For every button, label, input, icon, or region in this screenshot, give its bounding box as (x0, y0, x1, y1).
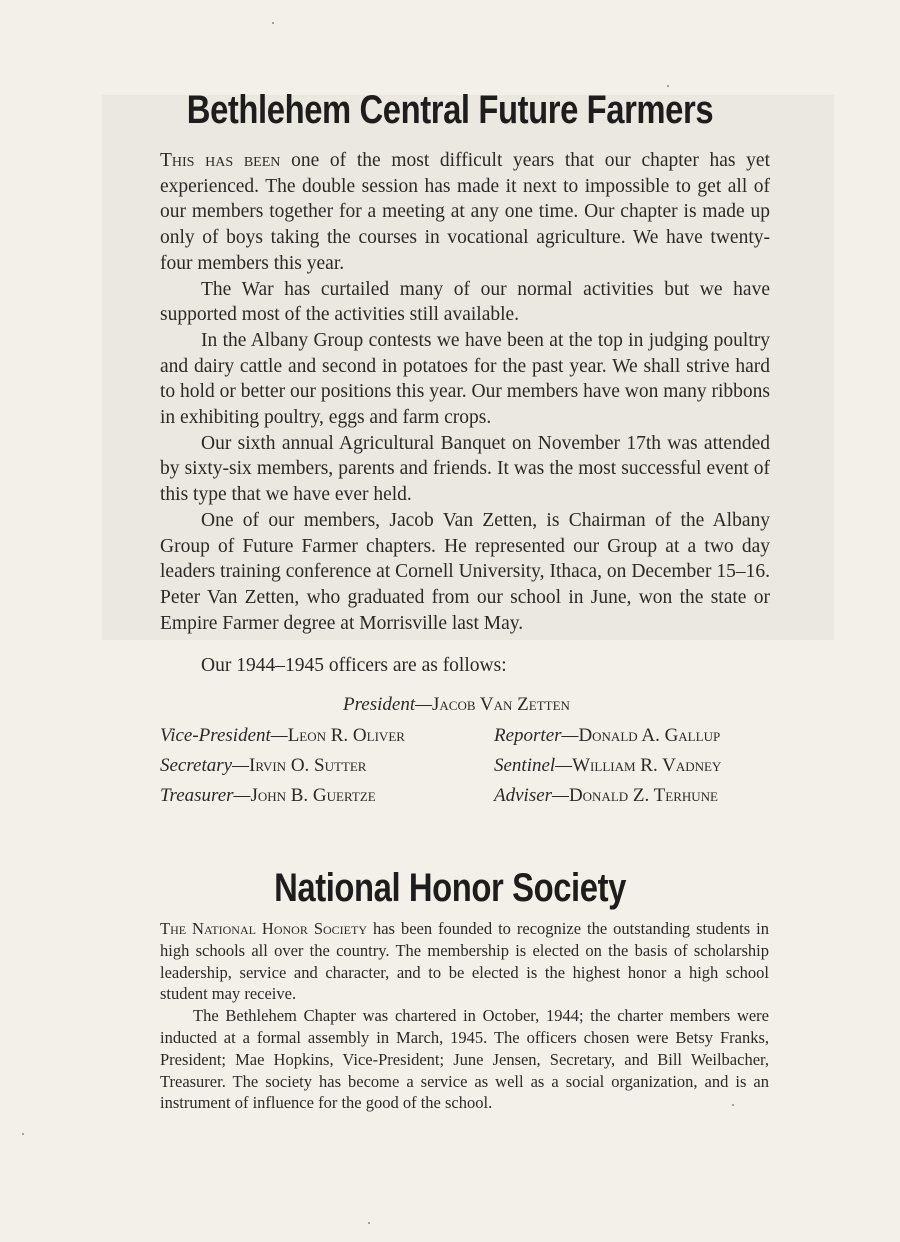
officer-name: Irvin O. Sutter (249, 755, 367, 776)
paper-speck (22, 1133, 24, 1135)
officer-name: Donald Z. Terhune (568, 785, 718, 806)
ffa-title: Bethlehem Central Future Farmers (186, 88, 714, 132)
officer-vice-president (160, 725, 405, 747)
officer-name: Jacob Van Zetten (432, 694, 570, 715)
ffa-paragraph-1 (160, 148, 770, 277)
officer-role: Vice-President— (160, 725, 288, 746)
officer-role: Reporter— (494, 725, 579, 746)
officer-role: Treasurer— (160, 785, 251, 806)
paper-speck (272, 22, 274, 24)
nhs-body (160, 918, 769, 1114)
officers-intro: Our 1944–1945 officers are as follows: (201, 655, 507, 676)
officer-role: Adviser— (494, 785, 569, 806)
paper-speck (732, 1104, 734, 1106)
officer-treasurer (160, 785, 376, 807)
officer-adviser (494, 785, 718, 807)
ffa-paragraph-2: The War has curtailed many of our normal activities but we have supported most of the activities still available. (160, 278, 770, 326)
officer-sentinel (494, 755, 721, 777)
nhs-paragraph-1-text: has been founded to recognize the outstanding students in high schools all over the country. The membership is elected on the basis of scholarship leadership, service and character, and to be elected is the highest honor a high school student may receive. (160, 919, 769, 1004)
nhs-lead-in: The National Honor Society (160, 919, 367, 938)
officer-president (343, 694, 570, 716)
officer-name: William R. Vadney (572, 755, 722, 776)
officer-name: Leon R. Oliver (287, 725, 405, 746)
nhs-title: National Honor Society (274, 866, 626, 910)
nhs-paragraph-2: The Bethlehem Chapter was chartered in October, 1944; the charter members were inducted at a formal assembly in March, 1945. The officers chosen were Betsy Franks, President; Mae Hopkins, Vice-President; June Jensen, Secretary, and Bill Weilbacher, Treasurer. The society has become a service as well as a social organization, and is an instrument of influence for the good of the school. (160, 1006, 769, 1113)
officer-reporter (494, 725, 720, 747)
officer-role: President— (343, 694, 433, 715)
ffa-lead-in: This has been (160, 150, 281, 171)
paper-speck (368, 1222, 370, 1224)
ffa-paragraph-3: In the Albany Group contests we have been at the top in judging poultry and dairy cattle and second in potatoes for the past year. We shall strive hard to hold or better our positions this year. Our members have won many ribbons in exhibiting poultry, eggs and farm crops. (160, 329, 770, 429)
officer-secretary (160, 755, 366, 777)
paper-speck (667, 85, 669, 87)
nhs-paragraph-1 (160, 918, 769, 1005)
ffa-paragraph-5: One of our members, Jacob Van Zetten, is Chairman of the Albany Group of Future Farmer chapters. He represented our Group at a two day leaders training conference at Cornell University, Ithaca, on December 15–16. Peter Van Zetten, who graduated from our school in June, won the state or Empire Farmer degree at Morrisville last May. (160, 509, 770, 634)
ffa-paragraph-4: Our sixth annual Agricultural Banquet on November 17th was attended by sixty-six members, parents and friends. It was the most successful event of this type that we have ever held. (160, 432, 770, 506)
officer-role: Secretary— (160, 755, 249, 776)
officer-role: Sentinel— (494, 755, 573, 776)
officer-name: Donald A. Gallup (578, 725, 721, 746)
ffa-body (160, 148, 770, 636)
officer-name: John B. Guertze (250, 785, 376, 806)
ffa-paragraph-1-text: one of the most difficult years that our chapter has yet experienced. The double session has made it next to impossible to get all of our members together for a meeting at any one time. Our chapter is made up only of boys taking the courses in vocational agriculture. We have twenty-four members this year. (160, 150, 770, 274)
